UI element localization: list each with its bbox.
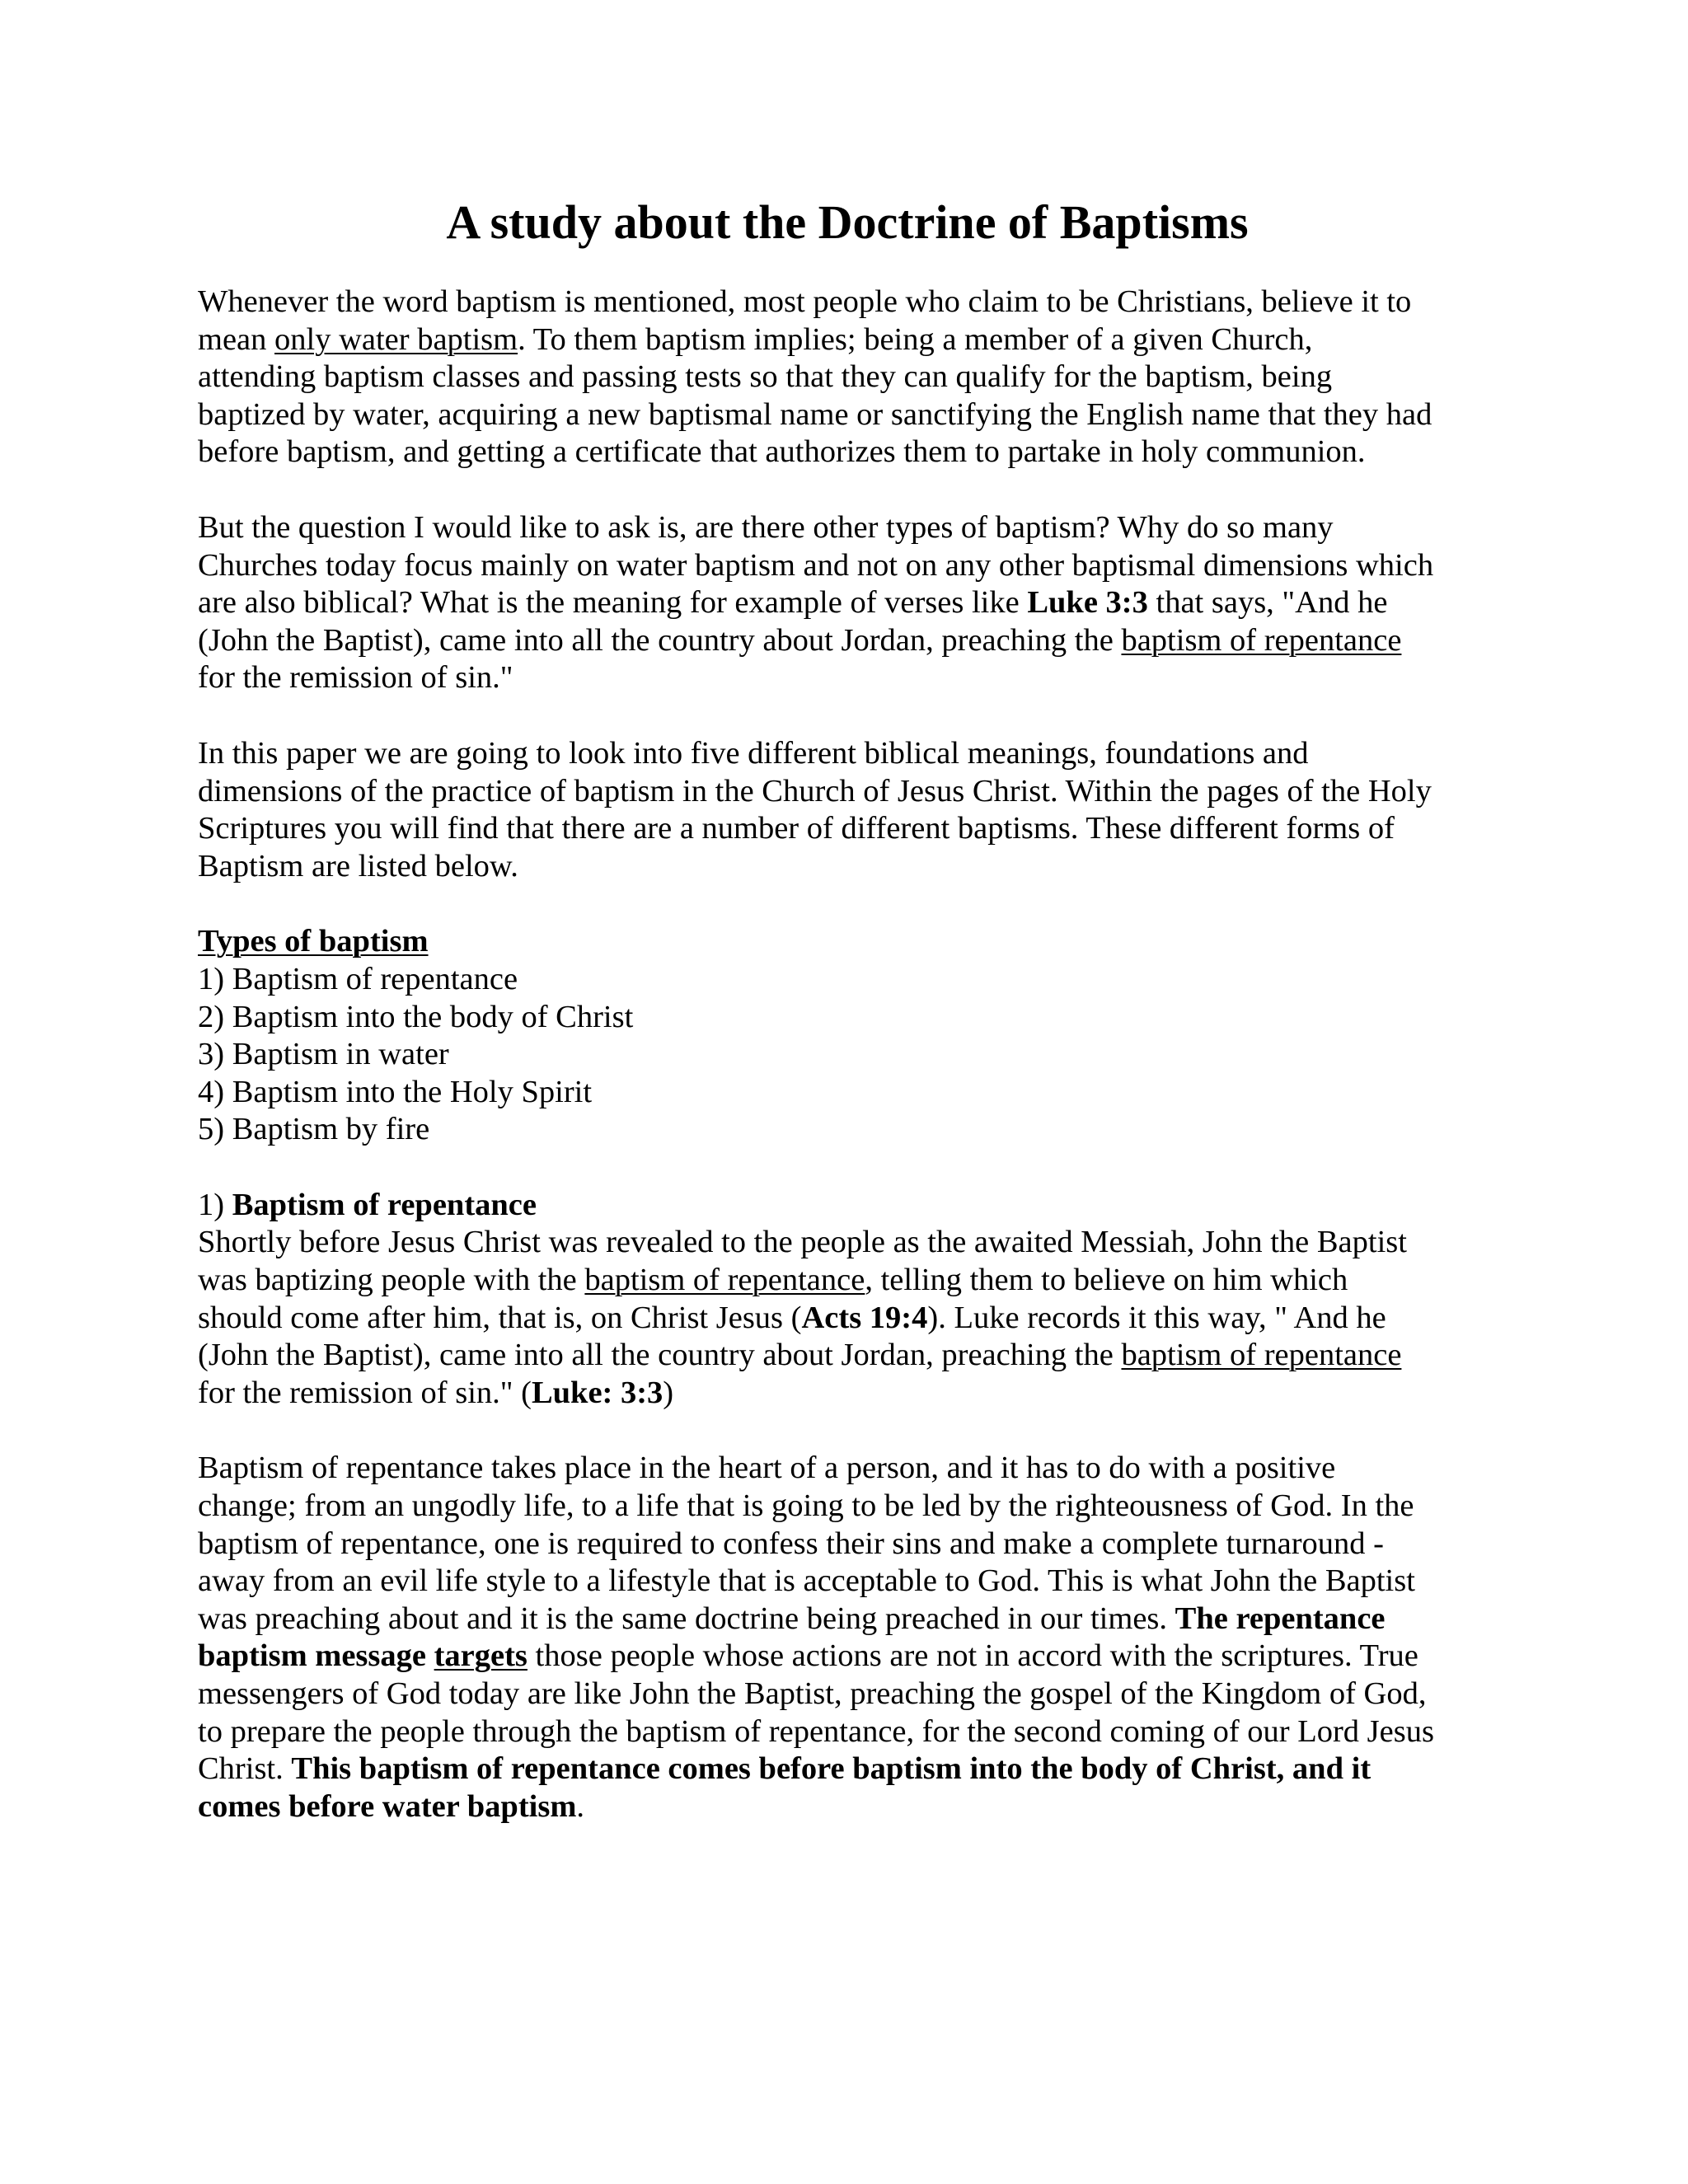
- text-span: Christ.: [198, 1751, 292, 1787]
- text-line: [198, 1375, 1484, 1413]
- text-line: [198, 1638, 1484, 1675]
- spacer: [198, 251, 1484, 284]
- text-line: baptized by water, acquiring a new baptismal name or sanctifying the English name that they had: [198, 396, 1432, 432]
- list-item: 5) Baptism by fire: [198, 1112, 430, 1147]
- spacer: [198, 471, 1484, 509]
- text-line: Scriptures you will find that there are a number of different baptisms. These different forms of: [198, 811, 1395, 846]
- text-span: mean: [198, 321, 274, 357]
- text-line: Baptism are listed below.: [198, 848, 518, 883]
- text-span: was preaching about and it is the same doctrine being preached in our times.: [198, 1601, 1175, 1636]
- text-line: [198, 1788, 1484, 1826]
- text-line: In this paper we are going to look into five different biblical meanings, foundations and: [198, 735, 1309, 771]
- bold-underlined-text: targets: [434, 1638, 528, 1674]
- spacer: [198, 1149, 1484, 1187]
- text-line: baptism of repentance, one is required to confess their sins and make a complete turnaround -: [198, 1526, 1384, 1561]
- text-line: [198, 1750, 1484, 1788]
- text-line: Whenever the word baptism is mentioned, most people who claim to be Christians, believe it to: [198, 284, 1412, 319]
- text-line: away from an evil life style to a lifestyle that is acceptable to God. This is what John the Baptist: [198, 1563, 1415, 1599]
- spacer: [198, 885, 1484, 923]
- text-line: [198, 1300, 1484, 1338]
- text-line: to prepare the people through the baptism of repentance, for the second coming of our Lord Jesus: [198, 1713, 1434, 1749]
- list-item: 2) Baptism into the body of Christ: [198, 999, 634, 1034]
- bold-text: comes before water baptism: [198, 1788, 577, 1824]
- intro-paragraph: [198, 284, 1484, 471]
- bold-text: The repentance: [1175, 1601, 1386, 1636]
- text-line: [198, 1337, 1484, 1375]
- text-span: (John the Baptist), came into all the country about Jordan, preaching the: [198, 1338, 1122, 1373]
- document-title: A study about the Doctrine of Baptisms: [446, 195, 1249, 249]
- text-line: Baptism of repentance takes place in the heart of a person, and it has to do with a positive: [198, 1451, 1336, 1486]
- spacer: [198, 697, 1484, 735]
- text-span: for the remission of sin." (: [198, 1375, 532, 1410]
- text-line: before baptism, and getting a certificate that authorizes them to partake in holy communion.: [198, 434, 1366, 470]
- text-line: [198, 584, 1484, 622]
- types-heading: Types of baptism: [198, 924, 429, 959]
- text-span: that says, "And he: [1147, 585, 1388, 621]
- section-baptism-of-repentance: [198, 1187, 1484, 1413]
- text-span: , telling them to believe on him which: [865, 1263, 1348, 1298]
- text-line: [198, 1601, 1484, 1638]
- text-span: . To them baptism implies; being a member of a given Church,: [518, 321, 1313, 357]
- section-number: 1): [198, 1187, 232, 1222]
- document-page: [198, 194, 1484, 1825]
- text-span: ). Luke records it this way, " And he: [927, 1300, 1386, 1335]
- text-line: But the question I would like to ask is, are there other types of baptism? Why do so many: [198, 509, 1334, 545]
- scripture-reference: Acts 19:4: [801, 1300, 928, 1335]
- text-line: Churches today focus mainly on water baptism and not on any other baptismal dimensions which: [198, 547, 1434, 583]
- text-span: should come after him, that is, on Christ Jesus (: [198, 1300, 802, 1335]
- types-list: [198, 923, 1484, 1149]
- scripture-reference: Luke: 3:3: [531, 1375, 663, 1410]
- text-line: [198, 622, 1484, 660]
- repentance-paragraph: [198, 1450, 1484, 1825]
- underlined-text: baptism of repentance: [584, 1263, 865, 1298]
- list-item: 3) Baptism in water: [198, 1037, 449, 1072]
- section-title: Baptism of repentance: [232, 1187, 537, 1222]
- text-span: was baptizing people with the: [198, 1263, 585, 1298]
- text-line: for the remission of sin.": [198, 660, 513, 696]
- scripture-reference: Luke 3:3: [1027, 585, 1148, 621]
- underlined-text: baptism of repentance: [1121, 622, 1402, 658]
- spacer: [198, 1412, 1484, 1450]
- bold-text: This baptism of repentance comes before baptism into the body of Christ, and it: [291, 1751, 1372, 1787]
- underlined-text: only water baptism: [274, 321, 518, 357]
- question-paragraph: [198, 509, 1484, 697]
- overview-paragraph: [198, 735, 1484, 885]
- text-line: attending baptism classes and passing tests so that they can qualify for the baptism, being: [198, 359, 1333, 395]
- text-line: Shortly before Jesus Christ was revealed to the people as the awaited Messiah, John the Baptist: [198, 1225, 1407, 1260]
- text-span: .: [576, 1788, 585, 1824]
- text-line: dimensions of the practice of baptism in the Church of Jesus Christ. Within the pages of the Holy: [198, 773, 1432, 808]
- text-line: messengers of God today are like John the Baptist, preaching the gospel of the Kingdom of God,: [198, 1676, 1427, 1711]
- text-span: those people whose actions are not in accord with the scriptures. True: [527, 1638, 1418, 1674]
- underlined-text: baptism of repentance: [1121, 1338, 1402, 1373]
- text-span: are also biblical? What is the meaning for example of verses like: [198, 585, 1028, 621]
- text-span: ): [663, 1375, 674, 1410]
- text-line: [198, 321, 1484, 359]
- list-item: 1) Baptism of repentance: [198, 961, 518, 996]
- text-line: [198, 1262, 1484, 1300]
- text-span: (John the Baptist), came into all the country about Jordan, preaching the: [198, 622, 1122, 658]
- list-item: 4) Baptism into the Holy Spirit: [198, 1074, 593, 1109]
- bold-text: baptism message: [198, 1638, 434, 1674]
- section-heading: [198, 1187, 1484, 1225]
- text-line: change; from an ungodly life, to a life that is going to be led by the righteousness of God. In the: [198, 1488, 1414, 1524]
